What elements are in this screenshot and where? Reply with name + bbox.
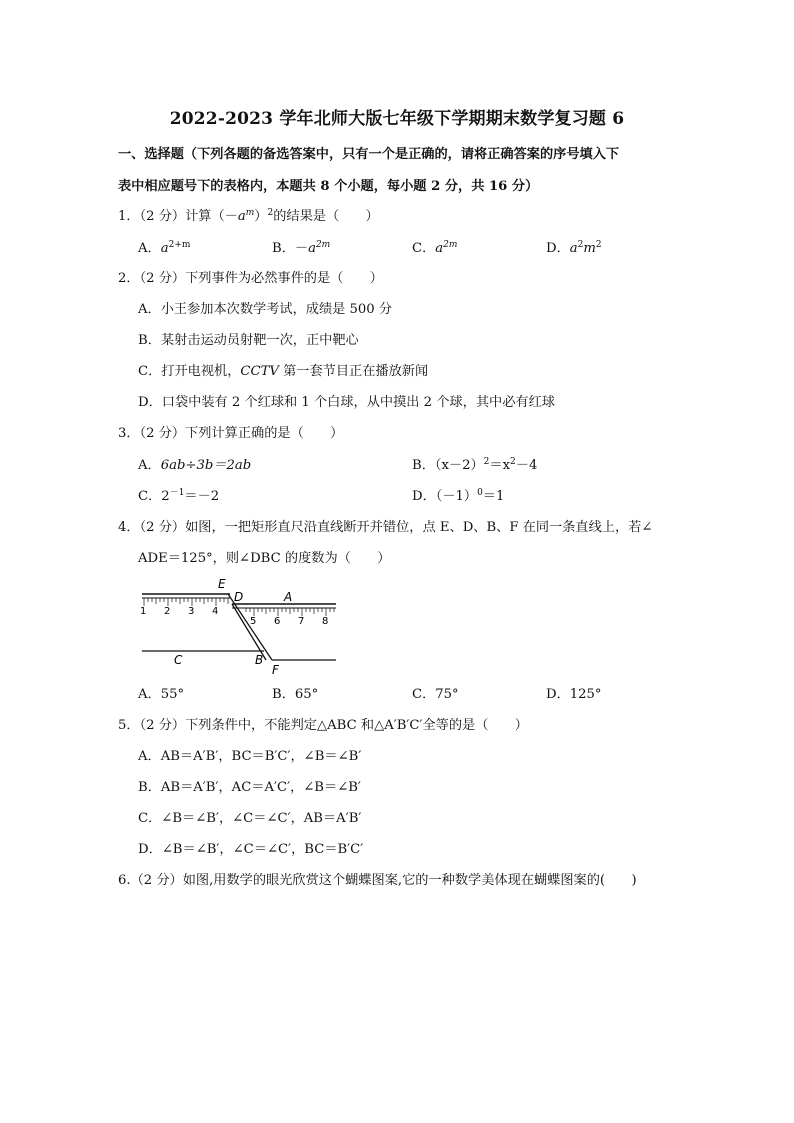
question-1-option-d[interactable]: D．$a^2m^2$	[546, 240, 602, 256]
broken-ruler-figure	[138, 574, 344, 680]
tick-label-1: 1	[140, 606, 147, 617]
point-label-c: C	[174, 653, 183, 667]
question-5-stem: 5．（2 分）下列条件中，不能判定△ABC 和△A′B′C′全等的是（ ）	[118, 718, 528, 733]
question-2-stem: 2．（2 分）下列事件为必然事件的是（ ）	[118, 271, 383, 286]
point-label-d: D	[234, 590, 244, 604]
question-2-option-c[interactable]: C．打开电视机，CCTV 第一套节目正在播放新闻	[138, 364, 429, 379]
question-3-option-c[interactable]: C．$2^{-1}=-2$	[138, 488, 220, 504]
question-4-stem-line2: ADE＝125°，则∠DBC 的度数为（ ）	[138, 551, 391, 566]
section-heading-line1: 一、选择题（下列各题的备选答案中，只有一个是正确的，请将正确答案的序号填入下	[118, 147, 620, 162]
question-3-option-a[interactable]: A．6ab÷3b＝2ab	[138, 458, 252, 473]
tick-label-6: 6	[274, 616, 281, 627]
question-4-option-c[interactable]: C．75°	[412, 687, 459, 702]
tick-label-5: 5	[250, 616, 257, 627]
question-2-option-a[interactable]: A．小王参加本次数学考试，成绩是 500 分	[138, 302, 393, 317]
tick-label-3: 3	[188, 606, 195, 617]
ruler-right-ticks	[246, 608, 334, 616]
question-3-option-b[interactable]: B．$(x-2)^2=x^2-4$	[412, 457, 538, 473]
question-1-option-c[interactable]: C．$a^{2m}$	[412, 240, 458, 256]
point-label-a: A	[284, 590, 293, 604]
question-4-option-a[interactable]: A．55°	[138, 687, 185, 702]
section-heading-line2: 表中相应题号下的表格内，本题共 8 个小题，每小题 2 分，共 16 分）	[118, 179, 539, 194]
tick-label-4: 4	[212, 606, 219, 617]
question-4-option-b[interactable]: B．65°	[272, 687, 319, 702]
question-5-option-b[interactable]: B．AB＝A′B′，AC＝A′C′，∠B＝∠B′	[138, 780, 361, 795]
question-4-option-d[interactable]: D．125°	[546, 687, 602, 702]
question-4-stem-line1: 4．（2 分）如图，一把矩形直尺沿直线断开并错位，点 E、D、B、F 在同一条直线上，若∠	[118, 520, 653, 535]
question-2-option-b[interactable]: B．某射击运动员射靶一次，正中靶心	[138, 333, 359, 348]
point-label-e: E	[218, 577, 226, 591]
question-1-option-b[interactable]: B．$-a^{2m}$	[272, 240, 331, 256]
ruler-left-ticks	[144, 598, 228, 606]
question-5-option-c[interactable]: C．∠B＝∠B′，∠C＝∠C′，AB＝A′B′	[138, 811, 362, 826]
question-1-stem: 1．（2 分）计算$(-a^m)^2$的结果是（ ）	[118, 208, 379, 224]
question-6-stem: 6.（2 分）如图,用数学的眼光欣赏这个蝴蝶图案,它的一种数学美体现在蝴蝶图案的( )	[118, 873, 637, 888]
question-5-option-a[interactable]: A．AB＝A′B′，BC＝B′C′，∠B＝∠B′	[138, 749, 362, 764]
point-label-f: F	[272, 663, 279, 677]
question-5-option-d[interactable]: D．∠B＝∠B′，∠C＝∠C′，BC＝B′C′	[138, 842, 364, 857]
question-3-option-d[interactable]: D．$(-1)^0=1$	[412, 488, 505, 504]
point-label-b: B	[255, 653, 264, 667]
page-title: 2022-2023 学年北师大版七年级下学期期末数学复习题 6	[169, 109, 625, 129]
tick-label-7: 7	[298, 616, 305, 627]
tick-label-8: 8	[322, 616, 329, 627]
question-3-stem: 3．（2 分）下列计算正确的是（ ）	[118, 426, 344, 441]
tick-label-2: 2	[164, 606, 171, 617]
question-1-option-a[interactable]: A．$a^{2+m}$	[138, 240, 191, 256]
question-2-option-d[interactable]: D．口袋中装有 2 个红球和 1 个白球，从中摸出 2 个球，其中必有红球	[138, 395, 555, 410]
